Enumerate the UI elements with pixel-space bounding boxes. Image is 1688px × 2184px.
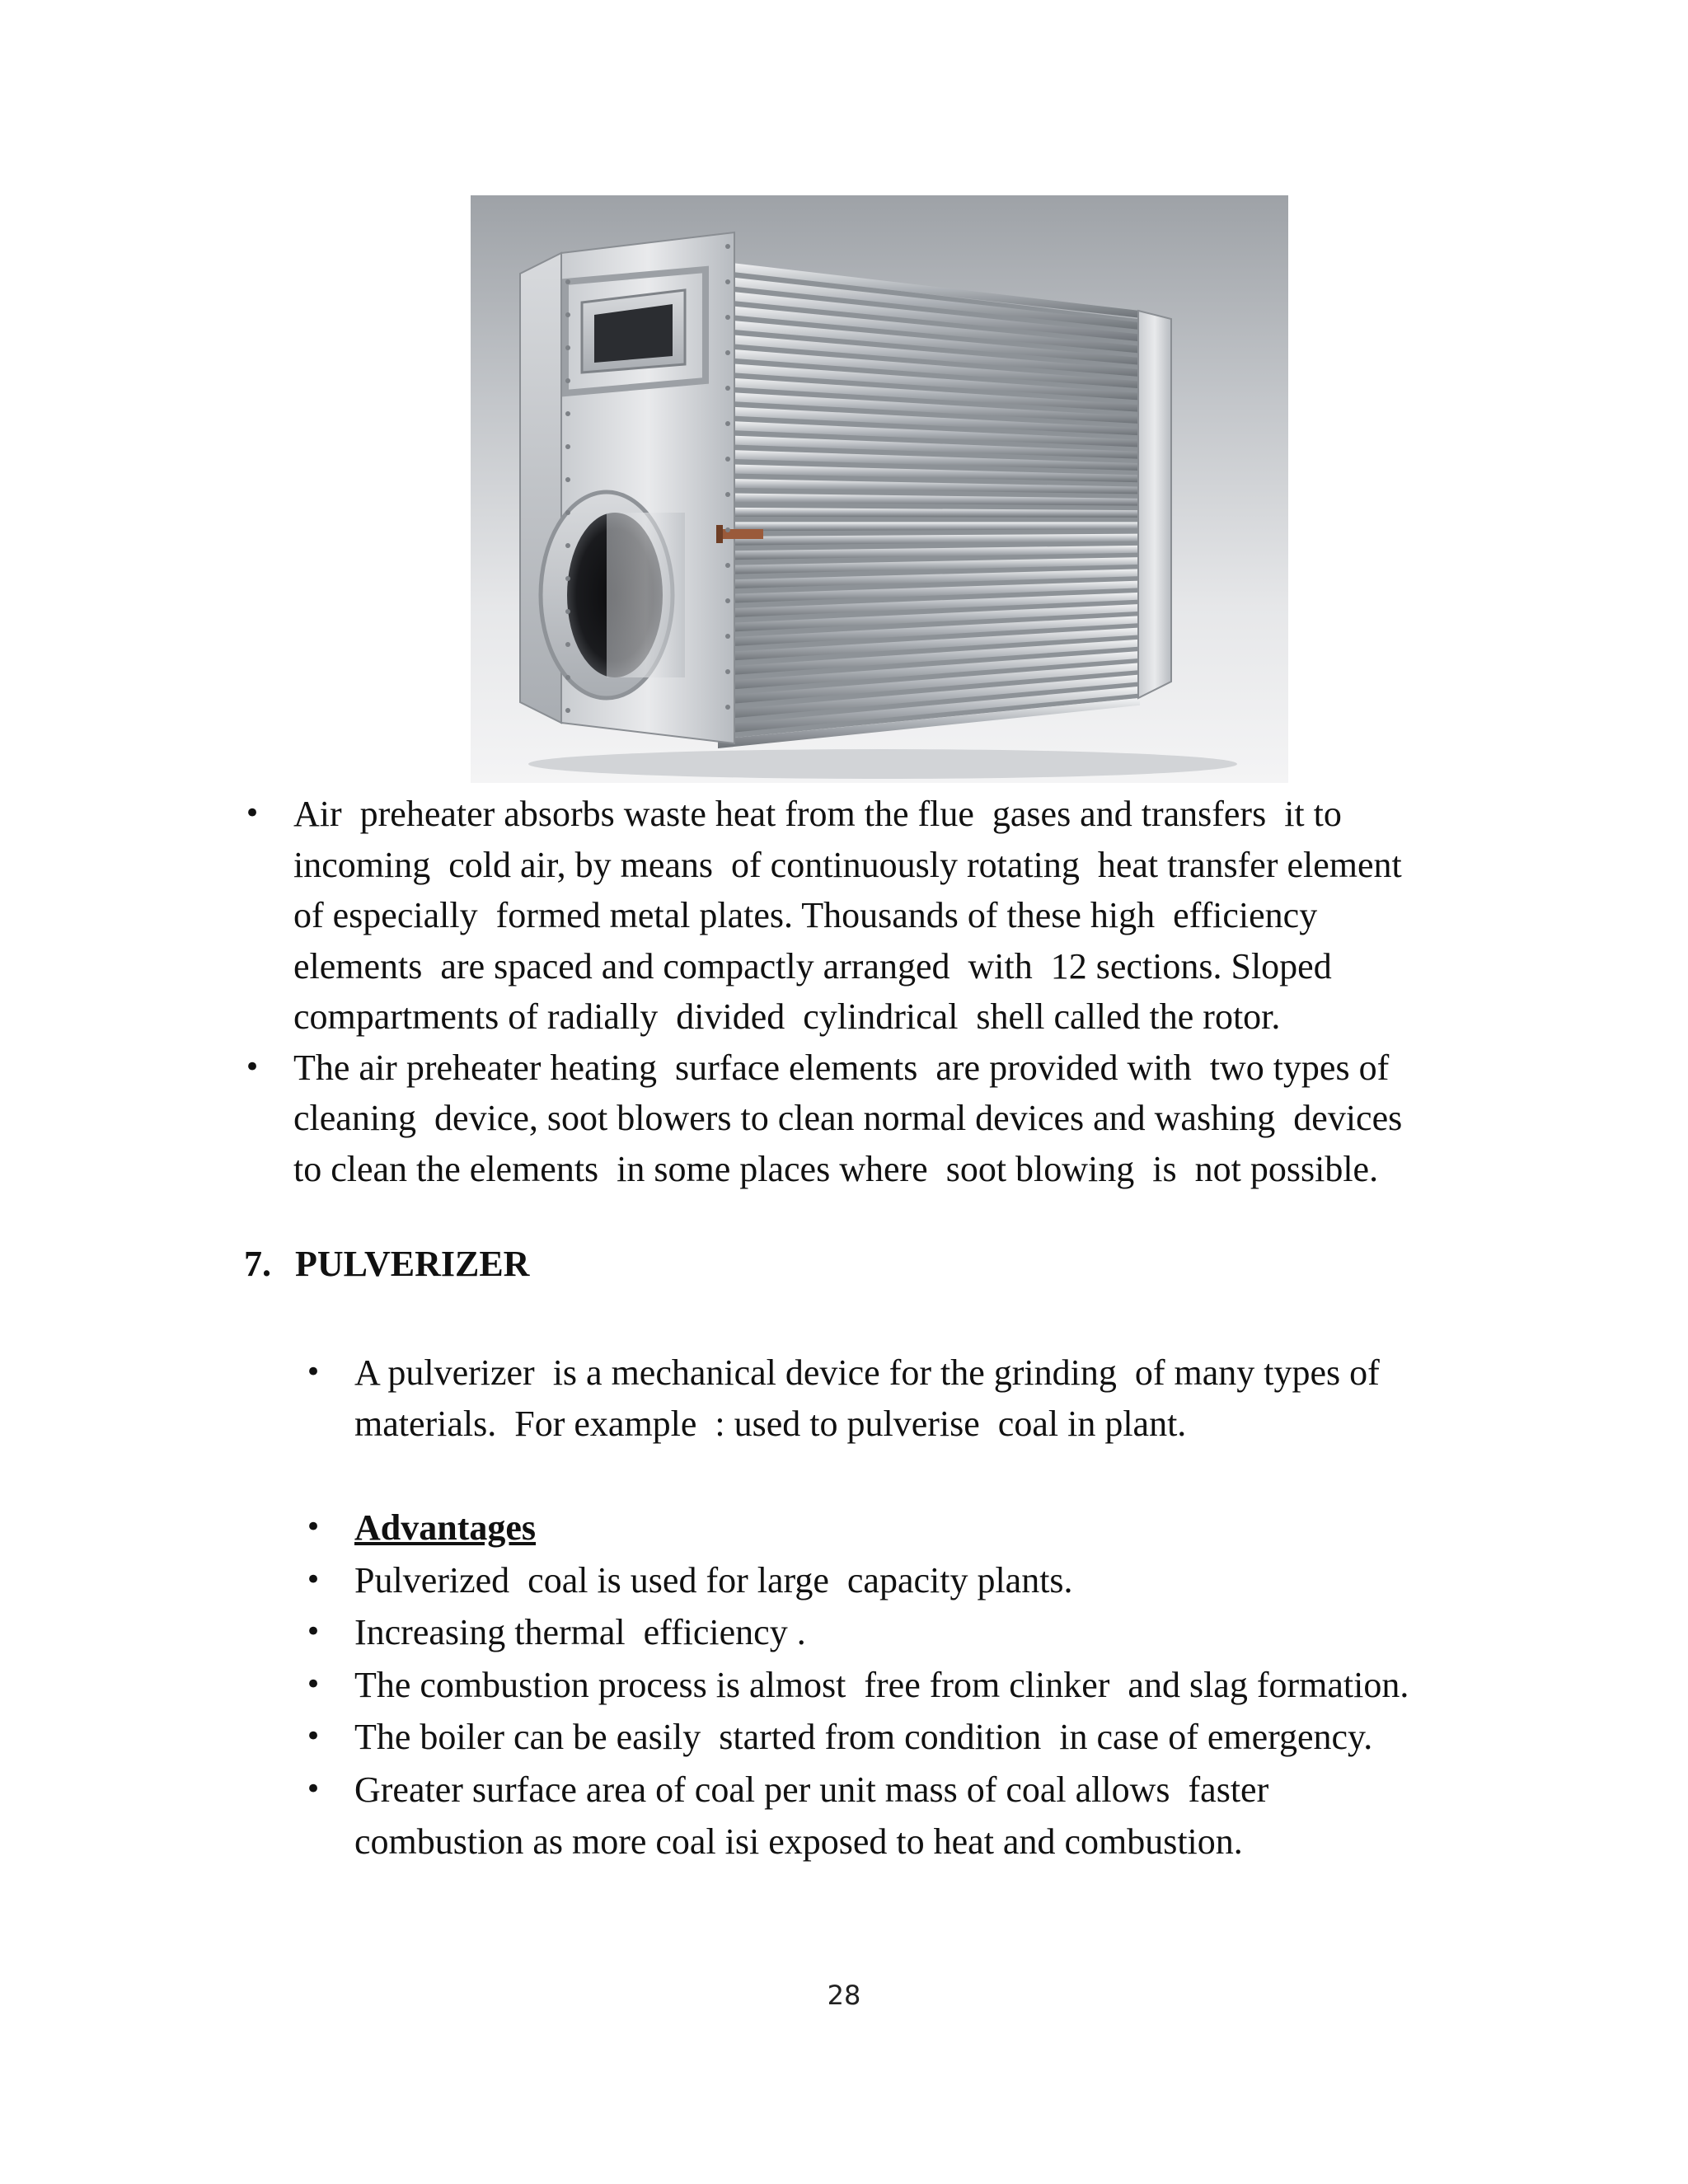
bolt [565,576,570,581]
bolt [725,421,730,426]
bolt [725,669,730,674]
bullet-icon: • [305,1720,322,1753]
bolt [725,315,730,320]
text-line: compartments of radially divided cylindrical shell called the rotor. [293,996,1281,1037]
advantages-title-row [305,1502,1459,1554]
bolt [725,634,730,639]
bolt [565,411,570,416]
bolt [565,510,570,515]
bolt [565,675,570,680]
text-line: The combustion process is almost free from clinker and slag formation. [354,1664,1409,1705]
text-line: Increasing thermal efficiency . [354,1612,806,1652]
list-item [244,789,1464,1043]
bolt [565,345,570,350]
advantages-title: Advantages [354,1507,537,1548]
text-line: cleaning device, soot blowers to clean normal devices and washing devices [293,1098,1403,1138]
bullet-icon: • [305,1511,322,1544]
bullet-icon: • [305,1667,322,1701]
bolt [565,312,570,317]
text-line: Air preheater absorbs waste heat from the flue gases and transfers it to [293,794,1342,834]
list-item [305,1659,1459,1712]
text-line: of especially formed metal plates. Thousands of these high efficiency [293,895,1318,935]
list-item [305,1347,1459,1449]
bullet-icon: • [305,1356,322,1389]
bullet-icon: • [244,1050,261,1084]
list-item [305,1764,1459,1868]
list-item [244,1043,1464,1195]
text-line: combustion as more coal isi exposed to heat and combustion. [354,1821,1243,1862]
bolt [565,378,570,383]
text-line: Greater surface area of coal per unit mass of coal allows faster [354,1769,1269,1810]
air-preheater-illustration [471,195,1288,783]
bolt [565,642,570,647]
advantages-list [305,1502,1459,1868]
bolt [725,386,730,391]
section-number: 7. [244,1244,271,1284]
bolt [725,279,730,284]
text-line: The air preheater heating surface elements are provided with two types of [293,1047,1390,1088]
bolt [725,598,730,603]
section-heading [244,1243,529,1285]
bolt [725,563,730,568]
text-line: elements are spaced and compactly arranged with 12 sections. Sloped [293,945,1332,987]
text-line: to clean the elements in some places where soot blowing is not possible. [293,1148,1379,1189]
section-a-bullets [244,789,1464,1194]
text-line: A pulverizer is a mechanical device for the grinding of many types of [354,1352,1380,1393]
bullet-icon: • [305,1772,322,1806]
text-line: Pulverized coal is used for large capacity plants. [354,1559,1073,1601]
text-line: incoming cold air, by means of continuously rotating heat transfer element [293,844,1402,885]
bolt [725,350,730,355]
bolt [565,543,570,548]
bullet-icon: • [305,1615,322,1648]
bolt [725,492,730,497]
bullet-icon: • [244,797,261,830]
section-title: PULVERIZER [295,1244,530,1284]
bolt [725,527,730,532]
bolt [565,609,570,614]
bolt [725,244,730,249]
section-b-bullets [305,1347,1459,1449]
bolt [565,708,570,713]
bolt [725,705,730,710]
bolt [565,279,570,284]
list-item [305,1554,1459,1607]
page-number: 28 [827,1980,861,2011]
text-line: The boiler can be easily started from condition in case of emergency. [354,1717,1373,1757]
text-line: materials. For example : used to pulverise coal in plant. [354,1403,1187,1444]
bolt [725,457,730,462]
bolt [565,477,570,482]
air-preheater-photo [471,195,1288,783]
bolt [565,444,570,449]
bullet-icon: • [305,1563,322,1596]
list-item [305,1606,1459,1659]
list-item [305,1711,1459,1764]
